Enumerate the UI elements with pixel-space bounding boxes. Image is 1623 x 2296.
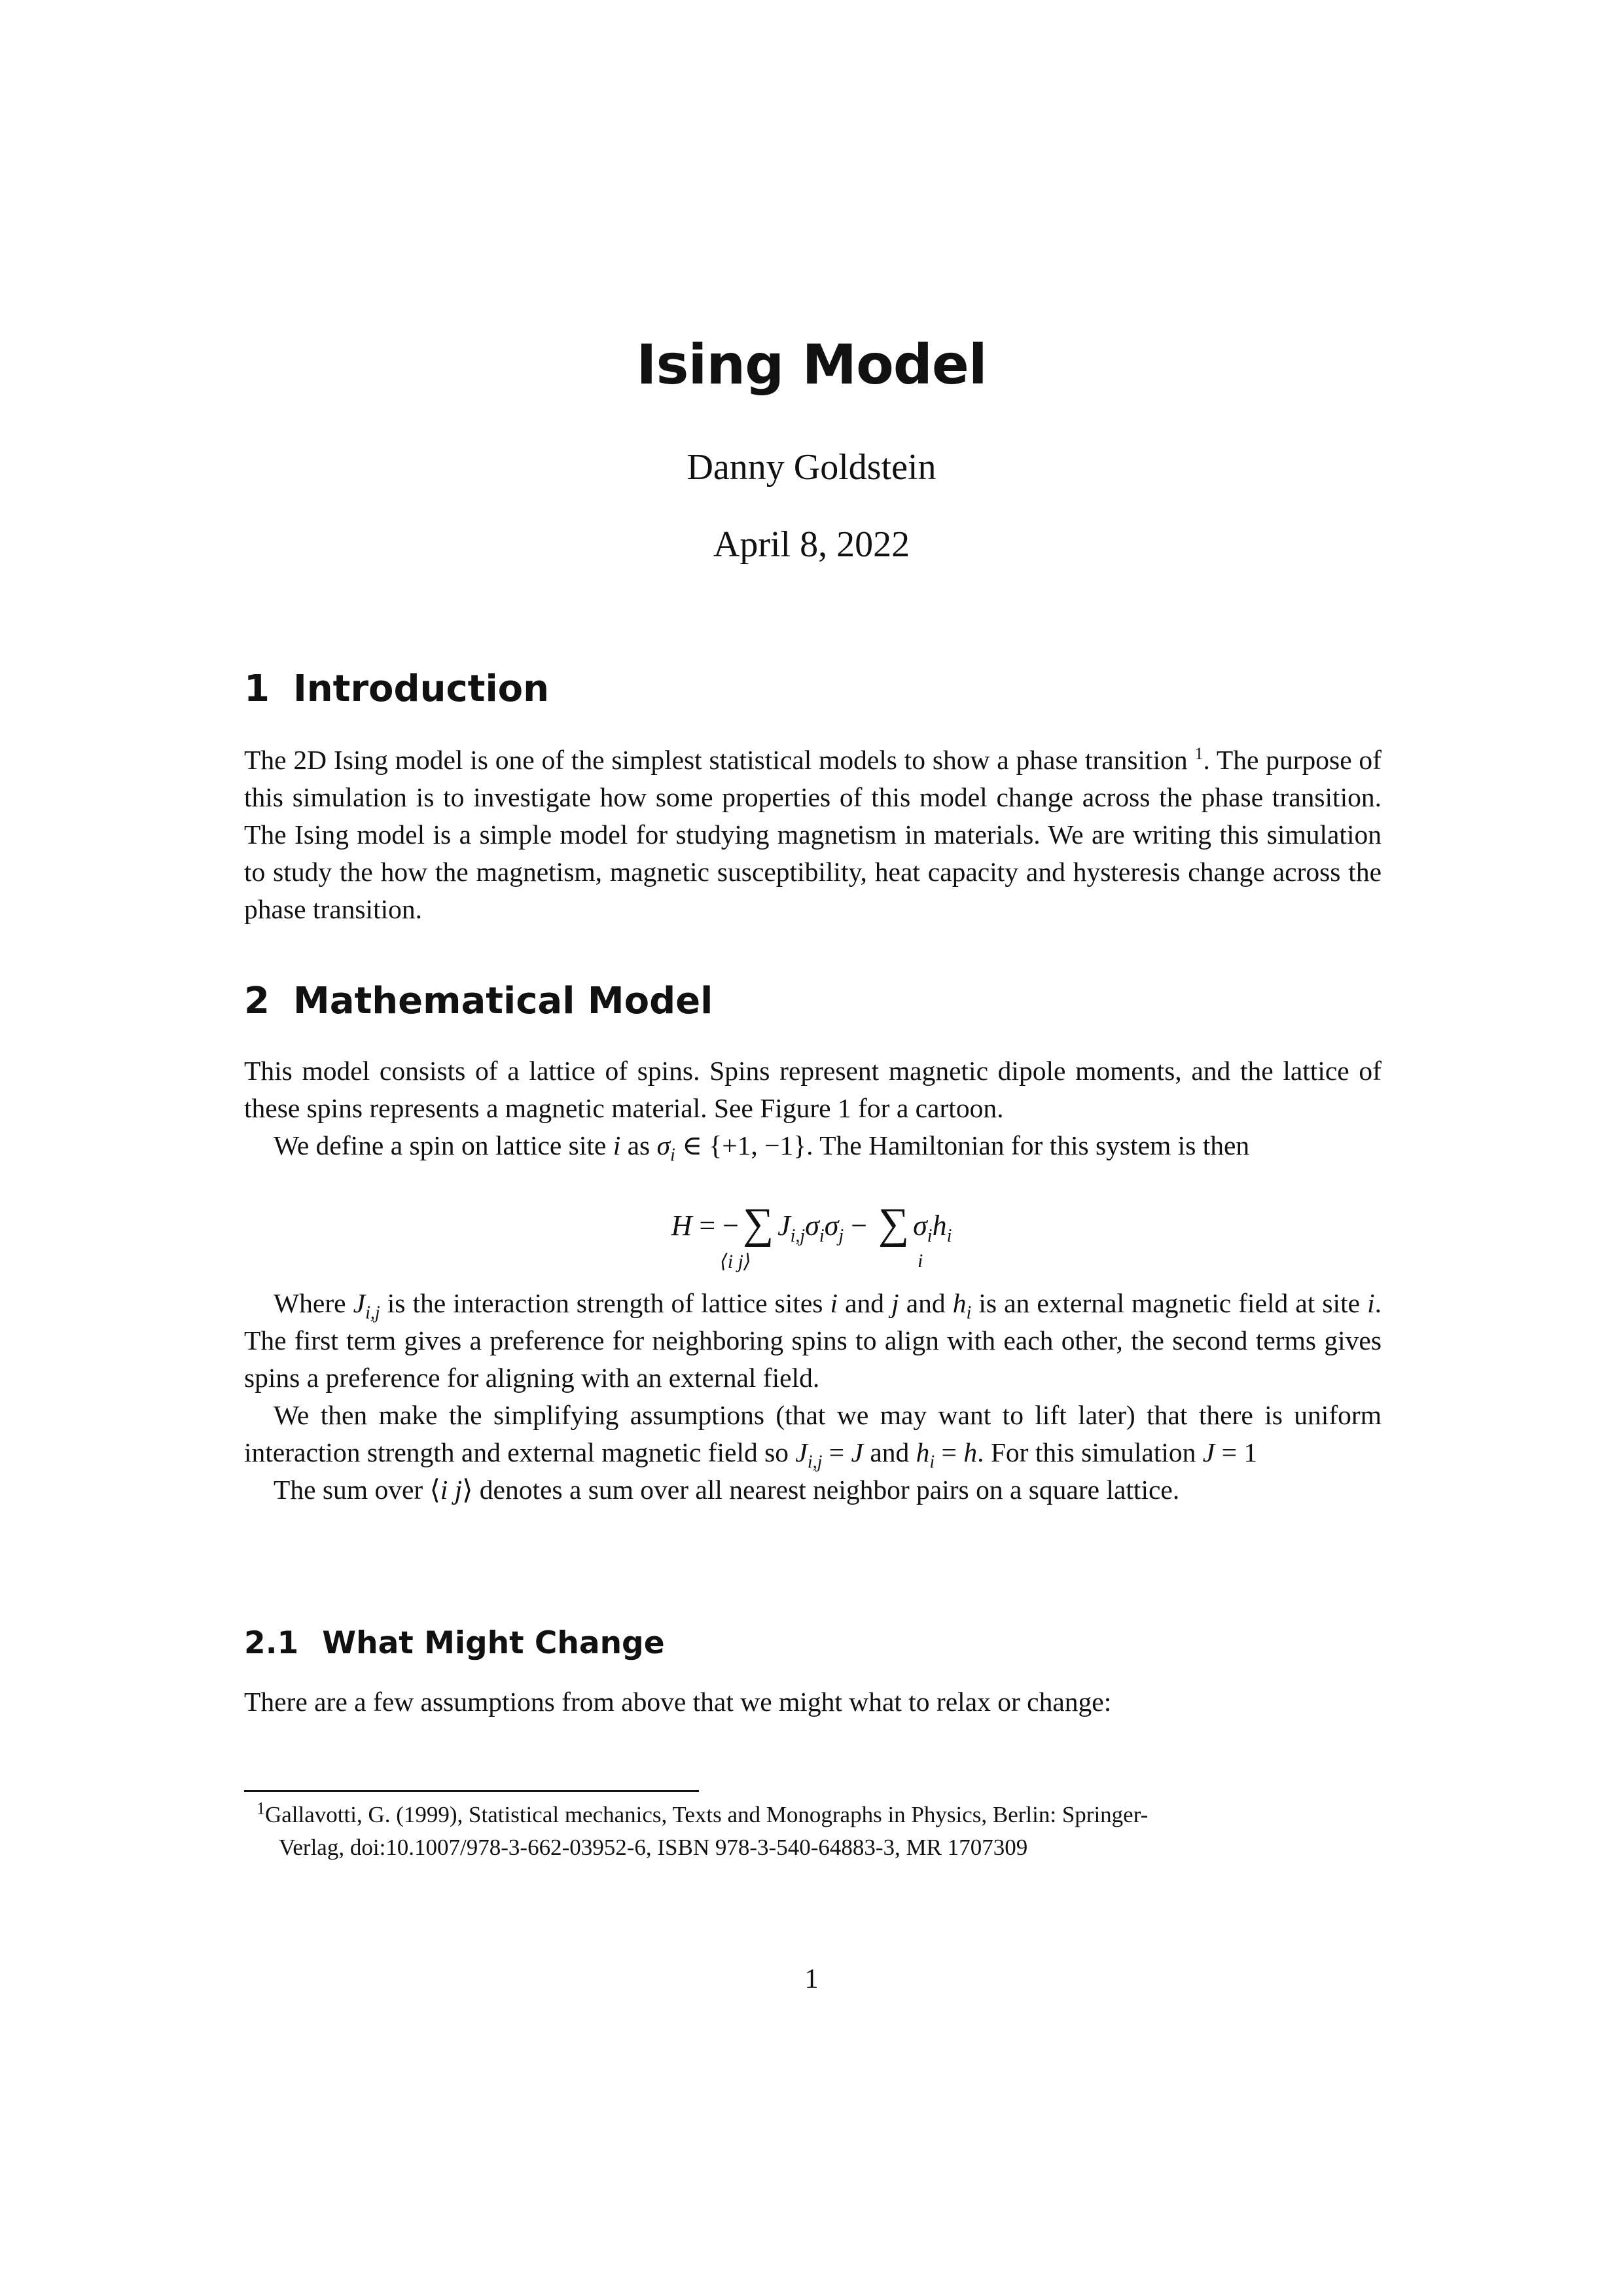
page-number: 1 bbox=[804, 1964, 819, 1994]
model-intro-text: This model consists of a lattice of spins. Spins represent magnetic dipole moments, and the lattice of these spins represents a magnetic material. See Figure 1 for a cartoon. bbox=[244, 1056, 1382, 1123]
intro-sentence-rest: The purpose of this simulation is to investigate how some properties of this model change across the phase transition. The Ising model is a simple model for studying magnetism in materials. We are writing this simulation to study the how the magnetism, magnetic susceptibility, heat capacity and hysteresis change across the phase transition. bbox=[244, 745, 1382, 924]
what-might-change-paragraph bbox=[244, 1683, 1382, 1721]
what-might-change-text: There are a few assumptions from above that we might what to relax or change: bbox=[244, 1687, 1112, 1717]
author-name: Danny Goldstein bbox=[687, 447, 936, 488]
nearest-neighbor-text: denotes a sum over all nearest neighbor pairs on a square lattice. bbox=[479, 1475, 1180, 1505]
section-heading-mathematical-model bbox=[244, 980, 713, 1022]
term-explanation-text: The first term gives a preference for neighboring spins to align with each other, the second terms gives spins a preference for aligning with an external field. bbox=[244, 1325, 1382, 1393]
model-paragraph-2: Where $J_{i,j}$ is the interaction strength of lattice sites i and j and $h_i$ is an external magnetic field at site i. The first term gives a preference for neighboring spins to align with each other, the second terms gives spins a preference for aligning with an external field. We then make the simplifying assumptions (that we may want to lift later) that there is uniform interaction strength and external magnetic field so $J_{i,j} = J$ and $h_i = h$. For this simulation J = 1 The sum over ⟨i j⟩ denotes a sum over all nearest neighbor pairs on a square lattice. bbox=[244, 1288, 1382, 1505]
field-definition-text: is an external magnetic field at site bbox=[978, 1288, 1361, 1318]
hamiltonian-intro-text: The Hamiltonian for this system is then bbox=[819, 1130, 1250, 1160]
subsection-heading-what-might-change bbox=[244, 1625, 665, 1661]
section-number: 1 bbox=[244, 668, 270, 710]
section-title: Introduction bbox=[293, 668, 549, 710]
hamiltonian-equation: H = −∑ $J_{i,j}\sigma_i\sigma_j$ − ∑ $\sigma_ih_i$ ⟨i j⟩ i bbox=[671, 1200, 952, 1272]
interaction-definition-text: is the interaction strength of lattice sites bbox=[387, 1288, 823, 1318]
paper-title: Ising Model bbox=[636, 332, 987, 397]
intro-sentence-1: The 2D Ising model is one of the simplest statistical models to show a phase transition bbox=[244, 745, 1188, 775]
introduction-paragraph: The 2D Ising model is one of the simplest statistical models to show a phase transition $^1$. The purpose of this simulation is to investigate how some properties of this model change across the phase transition. The Ising model is a simple model for studying magnetism in materials. We are writing this simulation to study the how the magnetism, magnetic susceptibility, heat capacity and hysteresis change across the phase transition. bbox=[244, 744, 1382, 924]
section-title: Mathematical Model bbox=[293, 980, 713, 1022]
section-title: What Might Change bbox=[322, 1625, 665, 1661]
assumptions-text: We then make the simplifying assumptions (that we may want to lift later) that there is uniform interaction strength and external magnetic field so bbox=[244, 1400, 1382, 1467]
paper-date: April 8, 2022 bbox=[713, 524, 910, 565]
footnote-text: Gallavotti, G. (1999), Statistical mechanics, Texts and Monographs in Physics, Berlin: Springer- bbox=[265, 1802, 1149, 1827]
model-paragraph-1: This model consists of a lattice of spins. Spins represent magnetic dipole moments, and the lattice of these spins represents a magnetic material. See Figure 1 for a cartoon. We define a spin on lattice site i as $\sigma_i$ ∈ {+1, −1}. The Hamiltonian for this system is then bbox=[244, 1052, 1382, 1164]
section-number: 2.1 bbox=[244, 1625, 299, 1661]
spin-definition-text: We define a spin on lattice site bbox=[274, 1130, 607, 1160]
footnote-rule bbox=[244, 1790, 699, 1792]
section-heading-introduction bbox=[244, 668, 549, 710]
sum-over-text: The sum over bbox=[274, 1475, 423, 1505]
simulation-value-text: For this simulation bbox=[990, 1437, 1196, 1467]
section-number: 2 bbox=[244, 980, 270, 1022]
footnote bbox=[257, 1799, 1382, 1864]
footnote-number: 1 bbox=[257, 1799, 265, 1818]
footnote-text-continued: Verlag, doi:10.1007/978-3-662-03952-6, ISBN 978-3-540-64883-3, MR 1707309 bbox=[279, 1835, 1028, 1860]
footnote-mark: 1 bbox=[1194, 744, 1204, 764]
